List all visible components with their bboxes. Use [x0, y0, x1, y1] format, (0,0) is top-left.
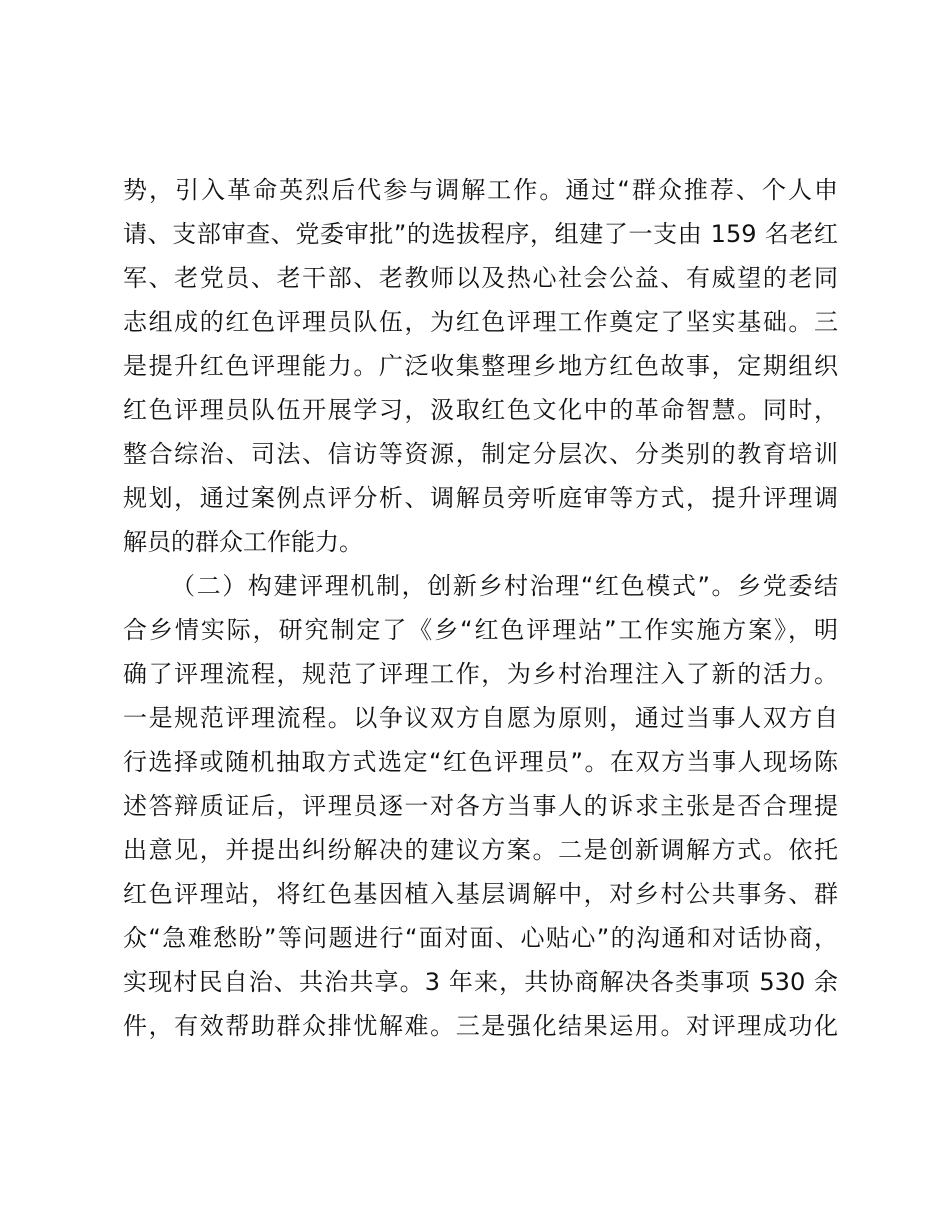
- section-heading-line: （二）构建评理机制，创新乡村治理“红色模式”。乡党委结: [171, 572, 838, 600]
- paragraph-line: 实现村民自治、共治共享。3 年来，共协商解决各类事项 530 余: [123, 968, 838, 996]
- paragraph-line: 整合综治、司法、信访等资源，制定分层次、分类别的教育培训: [123, 440, 838, 468]
- paragraph-line: 红色评理站，将红色基因植入基层调解中，对乡村公共事务、群: [123, 880, 838, 908]
- paragraph-line: 合乡情实际，研究制定了《乡“红色评理站”工作实施方案》，明: [123, 616, 838, 644]
- document-body: [123, 168, 838, 1048]
- paragraph-line: 确了评理流程，规范了评理工作，为乡村治理注入了新的活力。: [123, 660, 838, 688]
- paragraph-line: 势，引入革命英烈后代参与调解工作。通过“群众推荐、个人申: [123, 176, 838, 204]
- paragraph-line: 规划，通过案例点评分析、调解员旁听庭审等方式，提升评理调: [123, 484, 838, 512]
- paragraph-line: 一是规范评理流程。以争议双方自愿为原则，通过当事人双方自: [123, 704, 838, 732]
- paragraph-line: 是提升红色评理能力。广泛收集整理乡地方红色故事，定期组织: [123, 352, 838, 380]
- paragraph-line: 解员的群众工作能力。: [123, 528, 363, 556]
- paragraph-line: 众“急难愁盼”等问题进行“面对面、心贴心”的沟通和对话协商，: [123, 924, 838, 952]
- paragraph-line: 件，有效帮助群众排忧解难。三是强化结果运用。对评理成功化: [123, 1012, 838, 1040]
- paragraph-line: 出意见，并提出纠纷解决的建议方案。二是创新调解方式。依托: [123, 836, 838, 864]
- paragraph-line: 述答辩质证后，评理员逐一对各方当事人的诉求主张是否合理提: [123, 792, 838, 820]
- paragraph-line: 请、支部审查、党委审批”的选拔程序，组建了一支由 159 名老红: [123, 220, 838, 248]
- paragraph-line: 红色评理员队伍开展学习，汲取红色文化中的革命智慧。同时，: [123, 396, 838, 424]
- paragraph-line: 军、老党员、老干部、老教师以及热心社会公益、有威望的老同: [123, 264, 838, 292]
- paragraph-line: 行选择或随机抽取方式选定“红色评理员”。在双方当事人现场陈: [123, 748, 838, 776]
- paragraph-line: 志组成的红色评理员队伍，为红色评理工作奠定了坚实基础。三: [123, 308, 838, 336]
